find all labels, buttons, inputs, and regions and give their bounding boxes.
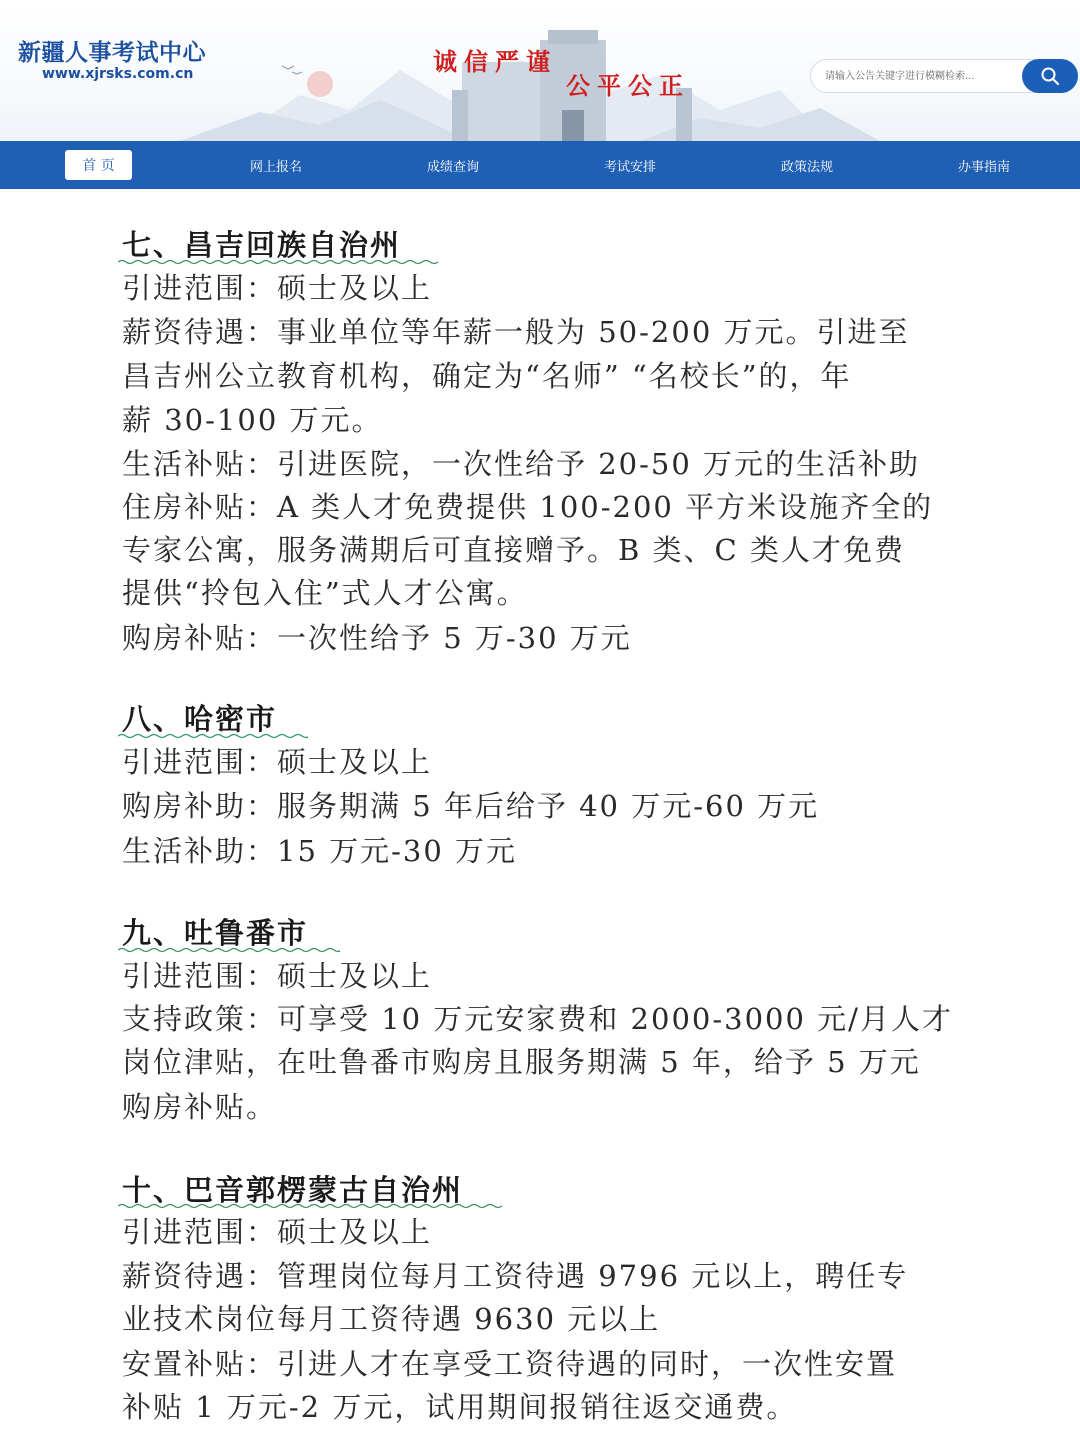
site-url[interactable]: www.xjrsks.com.cn bbox=[42, 66, 194, 82]
text-line: 业技术岗位每月工资待遇 9630 元以上 bbox=[122, 1302, 661, 1336]
search-input[interactable] bbox=[823, 65, 1017, 87]
text-line: 引进范围：硕士及以上 bbox=[122, 1215, 433, 1249]
nav-item-policies[interactable]: 政策法规 bbox=[780, 159, 833, 175]
site-header bbox=[0, 0, 1080, 141]
site-name[interactable]: 新疆人事考试中心 bbox=[18, 40, 206, 66]
heading-underline bbox=[118, 947, 340, 953]
nav-item-score-query[interactable]: 成绩查询 bbox=[426, 159, 479, 175]
search-box bbox=[810, 59, 1078, 93]
search-button[interactable] bbox=[1022, 59, 1078, 93]
text-line: 昌吉州公立教育机构，确定为“名师” “名校长”的，年 bbox=[122, 359, 852, 393]
slogan-line-2: 公平公正 bbox=[566, 71, 690, 100]
text-line: 薪资待遇：管理岗位每月工资待遇 9796 元以上，聘任专 bbox=[122, 1259, 909, 1293]
text-line: 安置补贴：引进人才在享受工资待遇的同时，一次性安置 bbox=[122, 1347, 898, 1381]
text-line: 引进范围：硕士及以上 bbox=[122, 745, 433, 779]
text-line: 生活补贴：引进医院，一次性给予 20-50 万元的生活补助 bbox=[122, 447, 921, 481]
text-line: 补贴 1 万元-2 万元，试用期间报销往返交通费。 bbox=[122, 1390, 798, 1424]
text-line: 购房补贴：一次性给予 5 万-30 万元 bbox=[122, 621, 632, 655]
heading-underline bbox=[118, 259, 438, 265]
section-heading: 八、哈密市 bbox=[122, 702, 278, 736]
section-heading: 七、昌吉回族自治州 bbox=[122, 228, 402, 262]
nav-item-exam-schedule[interactable]: 考试安排 bbox=[603, 159, 656, 175]
nav-item-home[interactable]: 首 页 bbox=[65, 150, 132, 180]
text-line: 购房补贴。 bbox=[122, 1090, 278, 1124]
nav-item-online-registration[interactable]: 网上报名 bbox=[249, 159, 302, 175]
text-line: 薪资待遇：事业单位等年薪一般为 50-200 万元。引进至 bbox=[122, 315, 910, 349]
text-line: 引进范围：硕士及以上 bbox=[122, 271, 433, 305]
text-line: 提供“拎包入住”式人才公寓。 bbox=[122, 576, 528, 610]
text-line: 专家公寓，服务满期后可直接赠予。B 类、C 类人才免费 bbox=[122, 533, 905, 567]
text-line: 购房补助：服务期满 5 年后给予 40 万元-60 万元 bbox=[122, 789, 820, 823]
main-nav bbox=[0, 141, 1080, 189]
search-icon bbox=[1040, 66, 1060, 86]
section-heading: 九、吐鲁番市 bbox=[122, 916, 309, 950]
text-line: 岗位津贴，在吐鲁番市购房且服务期满 5 年，给予 5 万元 bbox=[122, 1045, 921, 1079]
section-heading: 十、巴音郭楞蒙古自治州 bbox=[122, 1173, 464, 1207]
text-line: 引进范围：硕士及以上 bbox=[122, 959, 433, 993]
text-line: 住房补贴：A 类人才免费提供 100-200 平方米设施齐全的 bbox=[122, 490, 934, 524]
slogan-line-1: 诚信严谨 bbox=[433, 47, 557, 76]
heading-underline bbox=[118, 733, 308, 739]
text-line: 支持政策：可享受 10 万元安家费和 2000-3000 元/月人才 bbox=[122, 1002, 953, 1036]
heading-underline bbox=[118, 1203, 504, 1209]
text-line: 生活补助：15 万元-30 万元 bbox=[122, 834, 518, 868]
nav-item-service-guide[interactable]: 办事指南 bbox=[957, 159, 1010, 175]
text-line: 薪 30-100 万元。 bbox=[122, 403, 383, 437]
